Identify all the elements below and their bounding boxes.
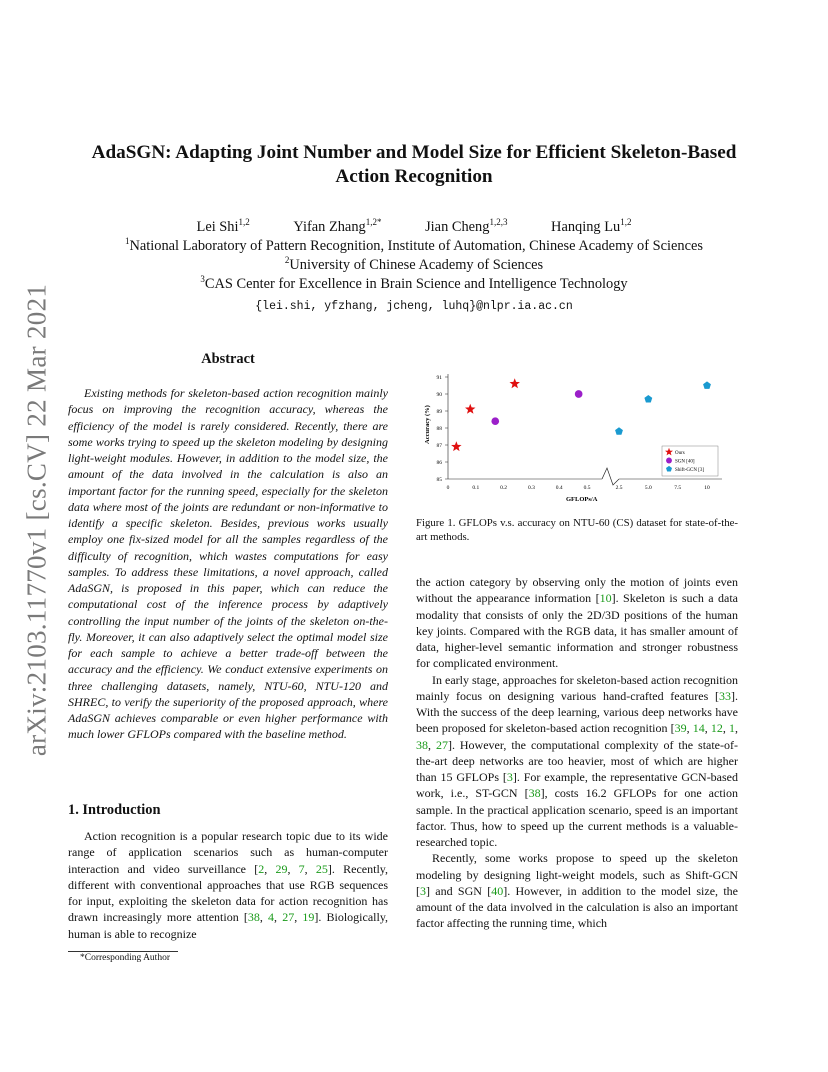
title-line-1: AdaSGN: Adapting Joint Number and Model Size for Efficient Skeleton-Based [91, 142, 737, 163]
footnote: *Corresponding Author [80, 953, 170, 963]
data-point-pentagon [644, 395, 652, 402]
y-tick-label: 87 [436, 443, 442, 449]
data-point-circle [491, 417, 499, 425]
title-line-2: Action Recognition [335, 166, 493, 187]
right-paragraph-2: In early stage, approaches for skeleton-based action recognition mainly focus on designing various hand-crafted features [33]. With the success of the deep learning, various deep networks have been proposed for skeleton-based action recognition [39, 14, 12, 1, 38, 27]. However, the computational complexity of the state-of-the-art deep networks are too heavier, most of which are higher than 15 GFLOPs [3]. For example, the representative GCN-based work, i.e., ST-GCN [38], costs 16.2 GFLOPs for one action sample. In the practical application scenario, speed is an important factor. Thus, how to speed up the current methods is a valuable-researched topic. [416, 672, 739, 849]
citation-link[interactable]: 29 [275, 861, 288, 876]
x-tick-label: 5.0 [644, 485, 652, 491]
legend-label: Shift-GCN [3] [675, 468, 705, 473]
x-tick-label: 0.3 [527, 485, 535, 491]
citation-link[interactable]: 19 [302, 910, 315, 925]
citation-link[interactable]: 3 [506, 770, 513, 784]
citation-link[interactable]: 27 [435, 737, 448, 752]
y-axis-label: Accuracy (%) [424, 405, 431, 444]
right-paragraph-1: the action category by observing only the motion of joints even without the appearance information [10]. Skeleton is such a data modality that consists of only the 2D/3D positions of the human key joints. Compared with the RGB data, it has smaller amount of data, higher-level semantic information and stronger robustness for complicated environment. [416, 575, 738, 671]
x-tick-label: 10 [704, 485, 710, 491]
citation-link[interactable]: 10 [599, 591, 612, 606]
x-tick-label: 7.5 [674, 485, 682, 491]
intro-paragraph-1: Action recognition is a popular research topic due to its wide range of application scenarios such as human-computer interaction and video surveillance [2, 29, 7, 25]. Recently, different with conventional approaches that use RGB sequences for input, exploiting the skeleton data for action recognition has drawn increasingly more attention [38, 4, 27, 19]. Biologically, human is able to recognize [68, 829, 389, 941]
scatter-plot [416, 366, 738, 512]
legend-label: SGN [40] [675, 459, 695, 465]
right-column-text [416, 574, 738, 932]
citation-link[interactable]: 39 [674, 721, 687, 736]
citation-link[interactable]: 38 [528, 786, 541, 801]
citation-link[interactable]: 3 [420, 883, 426, 898]
footnote-rule [68, 951, 178, 952]
y-tick-label: 91 [436, 375, 442, 381]
data-point-pentagon [615, 427, 623, 434]
x-tick-label: 2.5 [615, 485, 623, 491]
author-1: Lei Shi$^{1,2}$ [196, 217, 250, 235]
affiliation-1: $^1$National Laboratory of Pattern Recognition, Institute of Automation, Chinese Academy of Sciences [125, 236, 703, 254]
citation-link[interactable]: 33 [719, 688, 731, 703]
figure-1-chart [416, 366, 738, 512]
citation-link[interactable]: 1 [729, 721, 736, 736]
legend-marker-circle [666, 458, 672, 464]
abstract-text: Existing methods for skeleton-based action recognition mainly focus on improving the recognition accuracy, whereas the efficiency of the model is rarely considered. Recently, there are some works trying to speed up the skeleton modeling by designing light-weight modules. However, in addition to the model size, the amount of the data involved in the calculation is also an important factor for the running speed, especially for the skeleton data where most of the joints are redundant or non-informative to identify a specific skeleton. Besides, previous works usually employ one fix-sized model for all the samples regardless of the difficulty of recognition, which wastes computations for easy samples. To address these limitations, a novel approach, called AdaSGN, is proposed in this paper, which can reduce the computational cost of the inference process by adaptively controlling the input number of the joints of the skeleton on-the-fly. Moreover, it can also adaptively select the optimal model size for each sample to achieve a better trade-off between the accuracy and the efficiency. We conduct extensive experiments on three challenging datasets, namely, NTU-60, NTU-120 and SHREC, to verify the superiority of the proposed approach, where AdaSGN achieves comparable or even higher performance with much lower GFLOPs compared with the baseline method. [68, 386, 388, 742]
author-4: Hanqing Lu$^{1,2}$ [551, 217, 632, 235]
data-point-pentagon [703, 381, 711, 388]
legend-label: Ours [675, 451, 685, 456]
citation-link[interactable]: 25 [315, 861, 328, 876]
data-point-star [465, 404, 475, 414]
data-point-star [509, 378, 519, 388]
author-2: Yifan Zhang$^{1,2*}$ [293, 217, 382, 235]
data-point-circle [575, 390, 583, 398]
arxiv-stamp-text: arXiv:2103.11770v1 [cs.CV] 22 Mar 2021 [21, 283, 52, 757]
y-tick-label: 86 [436, 460, 442, 466]
citation-link[interactable]: 38 [416, 737, 428, 752]
data-point-star [451, 441, 461, 451]
author-list [60, 219, 768, 236]
citation-link[interactable]: 2 [258, 861, 265, 876]
figure-1-caption: Figure 1. GFLOPs v.s. accuracy on NTU-60 (CS) dataset for state-of-the-art methods. [416, 517, 738, 543]
paper-title [60, 141, 768, 189]
author-3: Jian Cheng$^{1,2,3}$ [425, 217, 508, 235]
y-tick-label: 89 [436, 409, 442, 415]
x-tick-label: 0.4 [555, 485, 563, 491]
x-tick-label: 0 [446, 485, 450, 491]
right-paragraph-3: Recently, some works propose to speed up the skeleton modeling by designing light-weight models, such as Shift-GCN [3] and SGN [40]. However, in addition to the model size, the amount of the data involved in the calculation is also an important factor affecting the running time, which [416, 851, 738, 931]
x-tick-label: 0.2 [500, 485, 508, 491]
citation-link[interactable]: 4 [268, 910, 275, 925]
x-tick-label: 0.5 [583, 485, 591, 491]
axis-break [602, 468, 619, 485]
citation-link[interactable]: 27 [282, 910, 295, 925]
citation-link[interactable]: 40 [491, 883, 504, 898]
citation-link[interactable]: 7 [298, 861, 305, 876]
affiliation-3: $^3$CAS Center for Excellence in Brain Science and Intelligence Technology [200, 274, 628, 292]
introduction-heading: 1. Introduction [68, 802, 161, 818]
x-axis-label: GFLOPs/A [566, 496, 598, 503]
y-tick-label: 90 [436, 392, 442, 398]
y-tick-label: 88 [436, 426, 442, 432]
author-emails: {lei.shi, yfzhang, jcheng, luhq}@nlpr.ia.ac.cn [255, 300, 573, 313]
y-tick-label: 85 [436, 477, 442, 483]
citation-link[interactable]: 12 [710, 721, 723, 736]
abstract-heading: Abstract [201, 351, 255, 367]
citation-link[interactable]: 38 [247, 910, 260, 925]
affiliation-2: $^2$University of Chinese Academy of Sciences [284, 255, 544, 273]
arxiv-stamp [22, 270, 52, 770]
x-tick-label: 0.1 [472, 485, 480, 491]
citation-link[interactable]: 14 [692, 721, 705, 736]
